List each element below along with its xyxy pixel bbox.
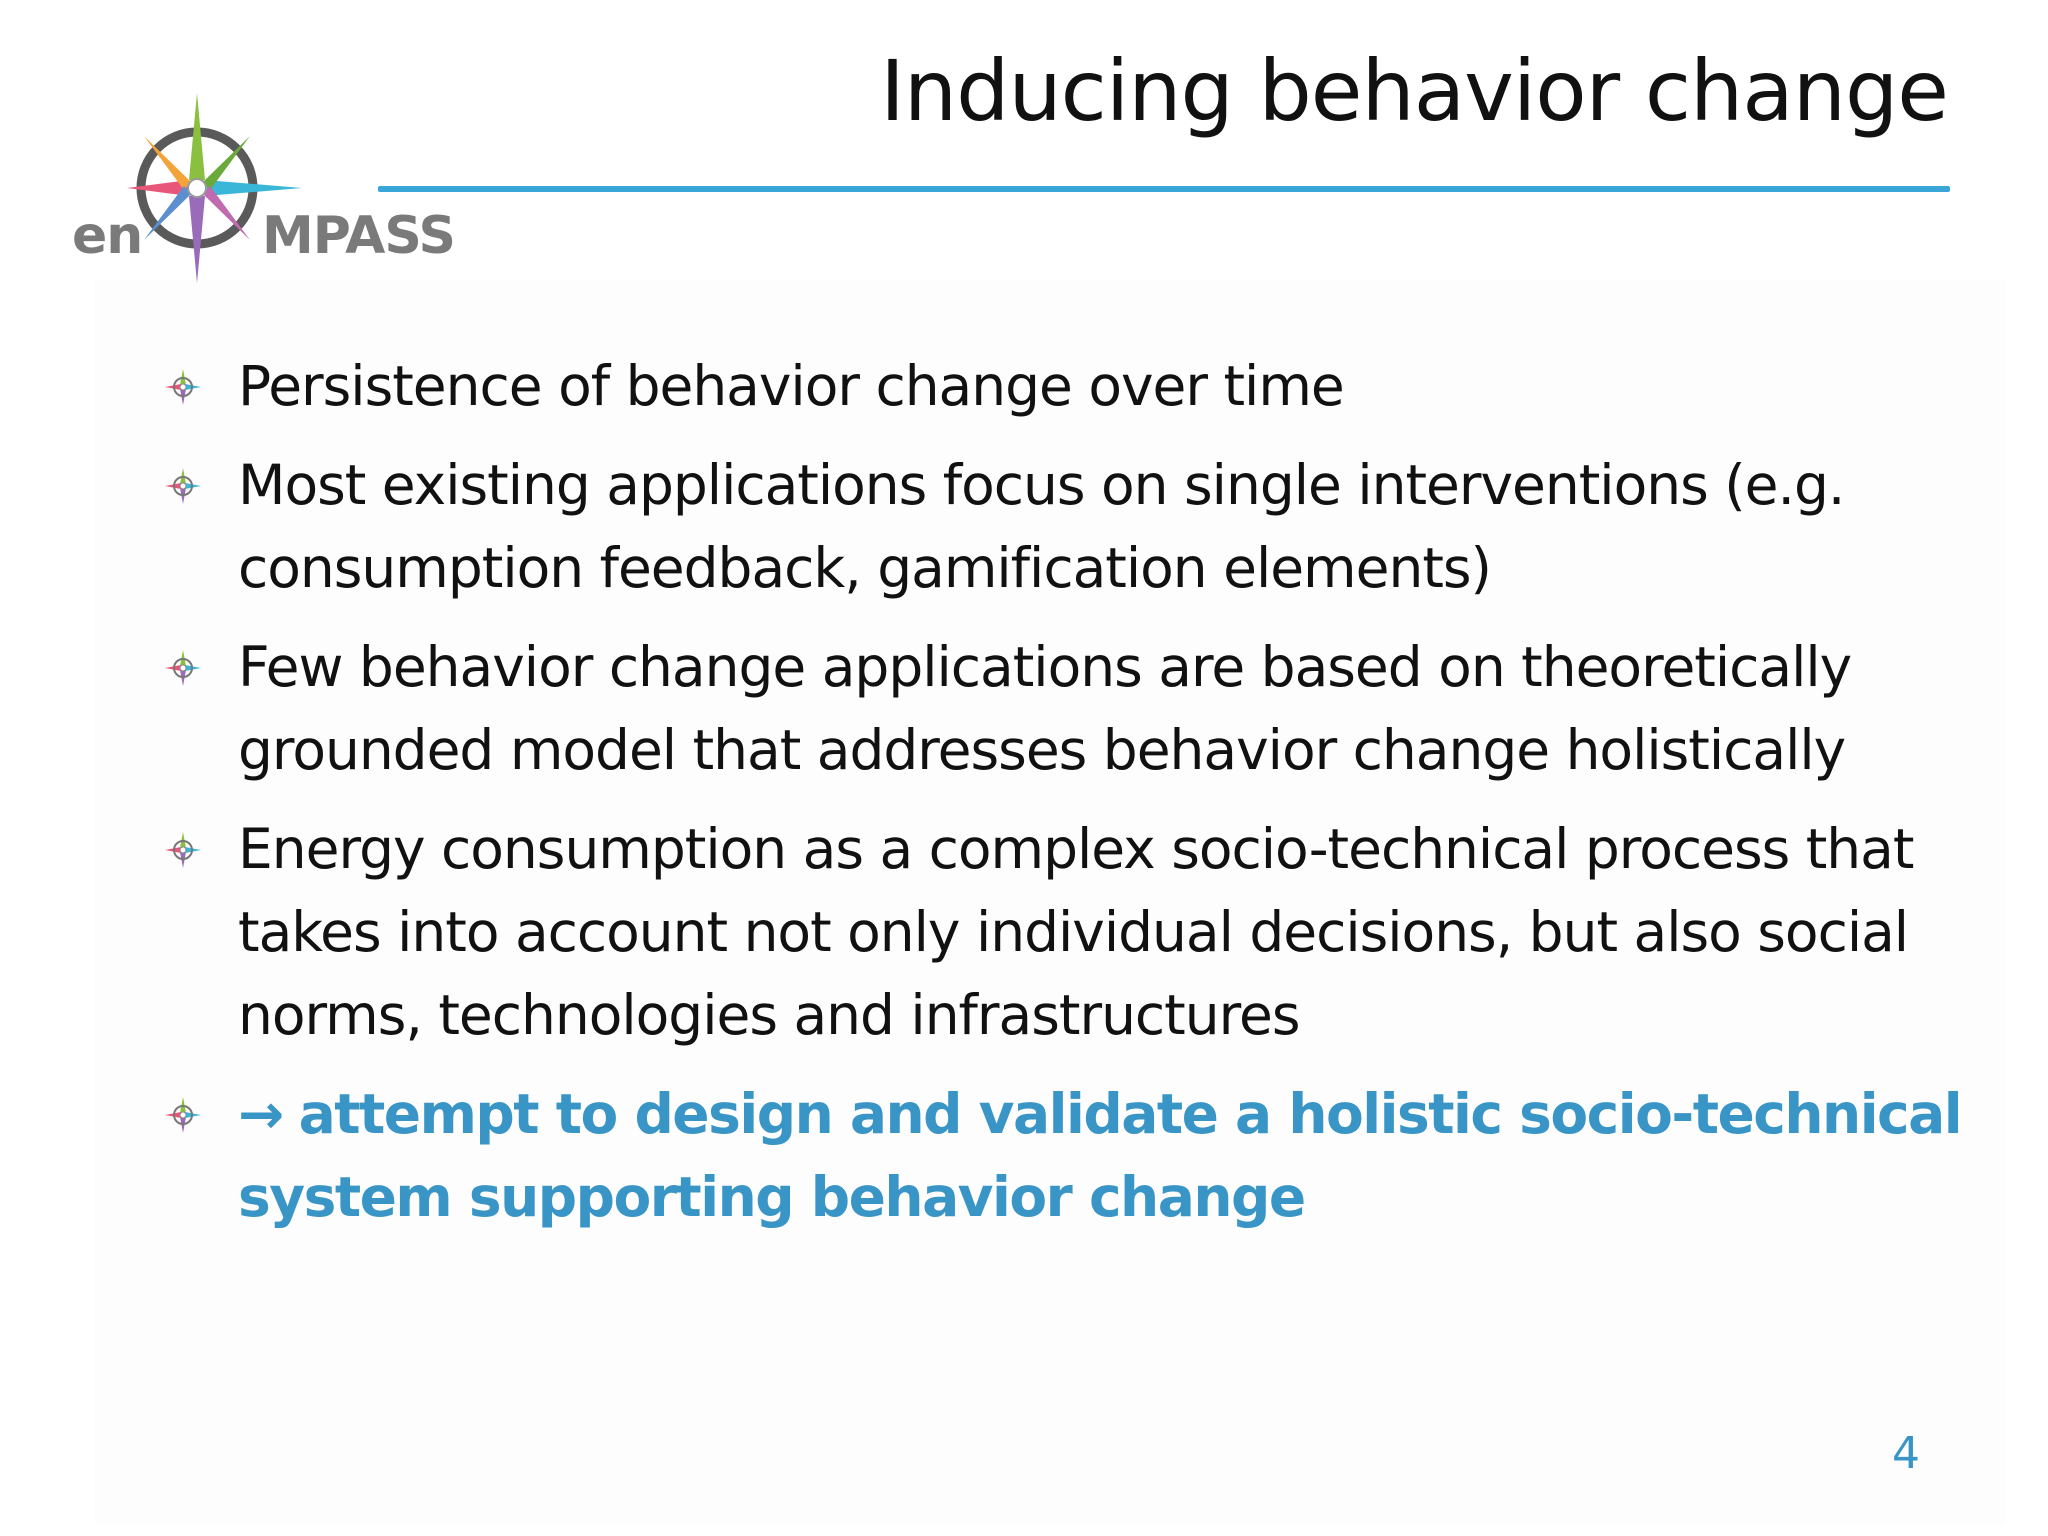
page-number: 4 xyxy=(1892,1428,1920,1479)
slide-title: Inducing behavior change xyxy=(880,42,1948,140)
bullet-item xyxy=(163,808,1963,1057)
title-underline xyxy=(378,186,1950,192)
bullet-list xyxy=(163,345,1963,1255)
bullet-text: Energy consumption as a complex socio-technical process that takes into account not only individual decisions, but also social norms, technologies and infrastructures xyxy=(238,817,1914,1047)
bullet-text: Most existing applications focus on single interventions (e.g. consumption feedback, gamification elements) xyxy=(238,453,1845,600)
bullet-item xyxy=(163,626,1963,792)
logo-text-mpass: MPASS xyxy=(262,206,455,266)
bullet-item xyxy=(163,444,1963,610)
compass-star-bullet-icon xyxy=(163,830,203,870)
bullet-text: attempt to design and validate a holistic socio-technical system supporting behavior change xyxy=(238,1082,1962,1229)
right-arrow-icon: → xyxy=(238,1082,283,1146)
compass-star-bullet-icon xyxy=(163,1095,203,1135)
bullet-item xyxy=(163,345,1963,428)
compass-star-bullet-icon xyxy=(163,648,203,688)
bullet-text: Few behavior change applications are based on theoretically grounded model that addresses behavior change holistically xyxy=(238,635,1852,782)
bullet-text: Persistence of behavior change over time xyxy=(238,354,1344,418)
compass-star-bullet-icon xyxy=(163,466,203,506)
bullet-item-conclusion xyxy=(163,1073,1963,1239)
compass-star-bullet-icon xyxy=(163,367,203,407)
logo-text-en: en xyxy=(72,206,143,266)
